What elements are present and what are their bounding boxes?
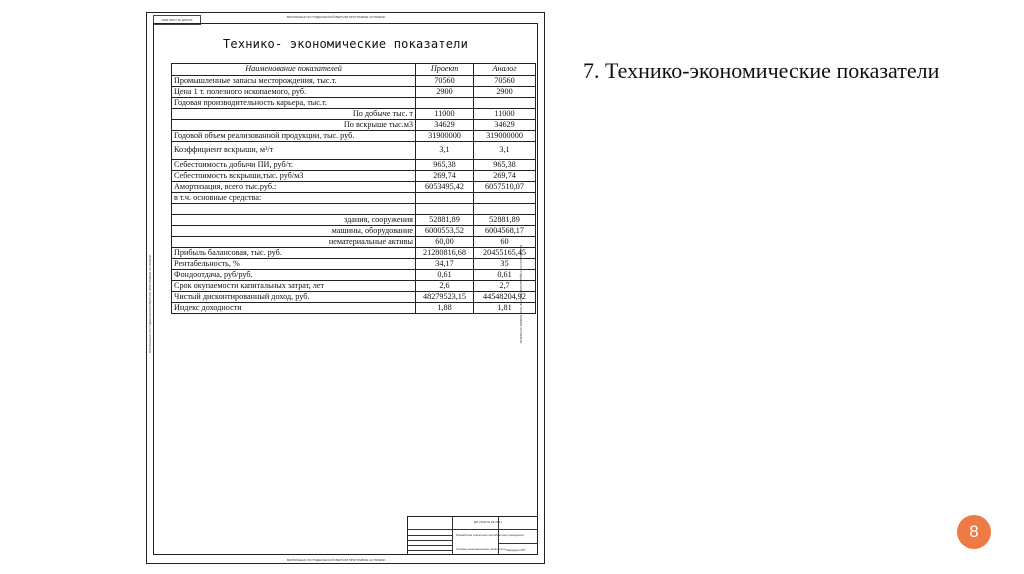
- sheet-top-note: ВЫПОЛНЕНО В СТУДЕНЧЕСКОЙ ВЕРСИИ ПРОГРАММЫ AUTODESK: [287, 15, 386, 19]
- row-analog: 44548204,92: [474, 292, 536, 303]
- stamp-divider: [408, 540, 452, 541]
- row-analog: 60: [474, 237, 536, 248]
- header-analog: Аналог: [474, 64, 536, 76]
- table-row: [172, 215, 536, 226]
- table-row: [172, 120, 536, 131]
- row-project: 70560: [416, 76, 474, 87]
- row-project: 31900000: [416, 131, 474, 142]
- stamp-divider: [408, 529, 538, 530]
- sheet-title: Технико- экономические показатели: [222, 37, 468, 51]
- row-project: 34,17: [416, 259, 474, 270]
- stamp-title-block: Разработка открытым способом месторождения: [456, 533, 524, 537]
- row-project: [416, 204, 474, 215]
- stamp-divider: [408, 535, 452, 536]
- row-name: Амортизация, всего тыс.руб.:: [172, 182, 416, 193]
- row-analog: [474, 193, 536, 204]
- table-row: [172, 76, 536, 87]
- page-number-badge: 8: [957, 515, 991, 549]
- stamp-doc-code: ДП-2018.04.03-2021: [474, 520, 502, 524]
- row-name: здания, сооружения: [172, 215, 416, 226]
- row-analog: 3,1: [474, 142, 536, 160]
- table-row: [172, 193, 536, 204]
- row-project: 1,88: [416, 303, 474, 314]
- table-row: [172, 142, 536, 160]
- row-name: в т.ч. основные средства:: [172, 193, 416, 204]
- row-name: Рентабельность, %: [172, 259, 416, 270]
- sheet-left-note: ВЫПОЛНЕНО В СТУДЕНЧЕСКОЙ ВЕРСИИ ПРОГРАММЫ AUTODESK: [148, 254, 152, 353]
- row-project: 11000: [416, 109, 474, 120]
- slide-title: 7. Технико-экономические показатели: [583, 58, 940, 83]
- stamp-divider: [498, 543, 538, 544]
- row-analog: [474, 98, 536, 109]
- table-row: [172, 160, 536, 171]
- indicators-table: [171, 63, 536, 314]
- row-name: Индекс доходности: [172, 303, 416, 314]
- table-row: [172, 171, 536, 182]
- row-analog: 319000000: [474, 131, 536, 142]
- row-analog: 965,38: [474, 160, 536, 171]
- table-row: [172, 237, 536, 248]
- table-header-row: [172, 64, 536, 76]
- row-analog: 11000: [474, 109, 536, 120]
- drawing-sheet: [146, 12, 545, 564]
- table-row: [172, 259, 536, 270]
- row-name: Срок окупаемости капитальных затрат, лет: [172, 281, 416, 292]
- header-project: Проект: [416, 64, 474, 76]
- table-row: [172, 87, 536, 98]
- stamp-divider: [452, 517, 453, 555]
- row-project: 965,38: [416, 160, 474, 171]
- row-name: [172, 204, 416, 215]
- row-analog: 35: [474, 259, 536, 270]
- table-row: [172, 109, 536, 120]
- row-project: 48279523,15: [416, 292, 474, 303]
- table-row: [172, 292, 536, 303]
- row-name: Промышленные запасы месторождения, тыс.т.: [172, 76, 416, 87]
- stamp-divider: [408, 550, 452, 551]
- row-analog: 269,74: [474, 171, 536, 182]
- row-name: Годовая производительность карьера, тыс.т.: [172, 98, 416, 109]
- row-analog: 2,7: [474, 281, 536, 292]
- row-project: 52881,89: [416, 215, 474, 226]
- row-name: Прибыль балансовая, тыс. руб.: [172, 248, 416, 259]
- table-row: [172, 270, 536, 281]
- title-block-stamp: [407, 516, 538, 555]
- table-row: [172, 98, 536, 109]
- row-project: [416, 193, 474, 204]
- row-name: Цена 1 т. полезного ископаемого, руб.: [172, 87, 416, 98]
- row-project: 60,00: [416, 237, 474, 248]
- table-row: [172, 204, 536, 215]
- row-analog: 34629: [474, 120, 536, 131]
- row-analog: 70560: [474, 76, 536, 87]
- table-row: [172, 131, 536, 142]
- row-project: 2,6: [416, 281, 474, 292]
- row-name: По вскрыше тыс.м3: [172, 120, 416, 131]
- row-analog: 52881,89: [474, 215, 536, 226]
- row-project: [416, 98, 474, 109]
- row-project: 21280816,68: [416, 248, 474, 259]
- row-project: 269,74: [416, 171, 474, 182]
- header-name: Наименование показателей: [172, 64, 416, 76]
- row-analog: 6004568,17: [474, 226, 536, 237]
- row-project: 34629: [416, 120, 474, 131]
- row-name: машины, оборудование: [172, 226, 416, 237]
- row-name: Фондоотдача, руб/руб.: [172, 270, 416, 281]
- row-project: 6053495,42: [416, 182, 474, 193]
- row-project: 6000553,52: [416, 226, 474, 237]
- sheet-bottom-note: ВЫПОЛНЕНО В СТУДЕНЧЕСКОЙ ВЕРСИИ ПРОГРАММЫ AUTODESK: [287, 558, 386, 562]
- row-name: Себестоимость добычи ПИ, руб/т.: [172, 160, 416, 171]
- row-analog: 6057510,07: [474, 182, 536, 193]
- row-name: Себестоимость вскрыши,тыс. руб/м3: [172, 171, 416, 182]
- sheet-code-box: ИЗМ ЛИСТ № ДОКУМ: [153, 15, 201, 25]
- row-project: 0,61: [416, 270, 474, 281]
- row-name: Коэффициент вскрыши, м³/т: [172, 142, 416, 160]
- row-analog: [474, 204, 536, 215]
- table-row: [172, 248, 536, 259]
- row-analog: 0,61: [474, 270, 536, 281]
- row-analog: 2900: [474, 87, 536, 98]
- table-row: [172, 281, 536, 292]
- table-row: [172, 182, 536, 193]
- row-name: По добыче тыс. т: [172, 109, 416, 120]
- row-analog: 20455165,45: [474, 248, 536, 259]
- row-name: нематериальные активы: [172, 237, 416, 248]
- row-name: Годовой объем реализованной продукции, тыс. руб.: [172, 131, 416, 142]
- row-name: Чистый дисконтированный доход, руб.: [172, 292, 416, 303]
- sheet-right-note: ВЫПОЛНЕНО В СТУДЕНЧЕСКОЙ ВЕРСИИ ПРОГРАММЫ AUTODESK: [519, 245, 524, 344]
- table-row: [172, 303, 536, 314]
- stamp-department: Кафедра ОГР: [506, 548, 526, 552]
- stamp-divider: [408, 545, 452, 546]
- row-project: 2900: [416, 87, 474, 98]
- table-row: [172, 226, 536, 237]
- row-project: 3,1: [416, 142, 474, 160]
- stamp-sheet-title: Технико-экономические показатели: [456, 547, 506, 551]
- row-analog: 1,81: [474, 303, 536, 314]
